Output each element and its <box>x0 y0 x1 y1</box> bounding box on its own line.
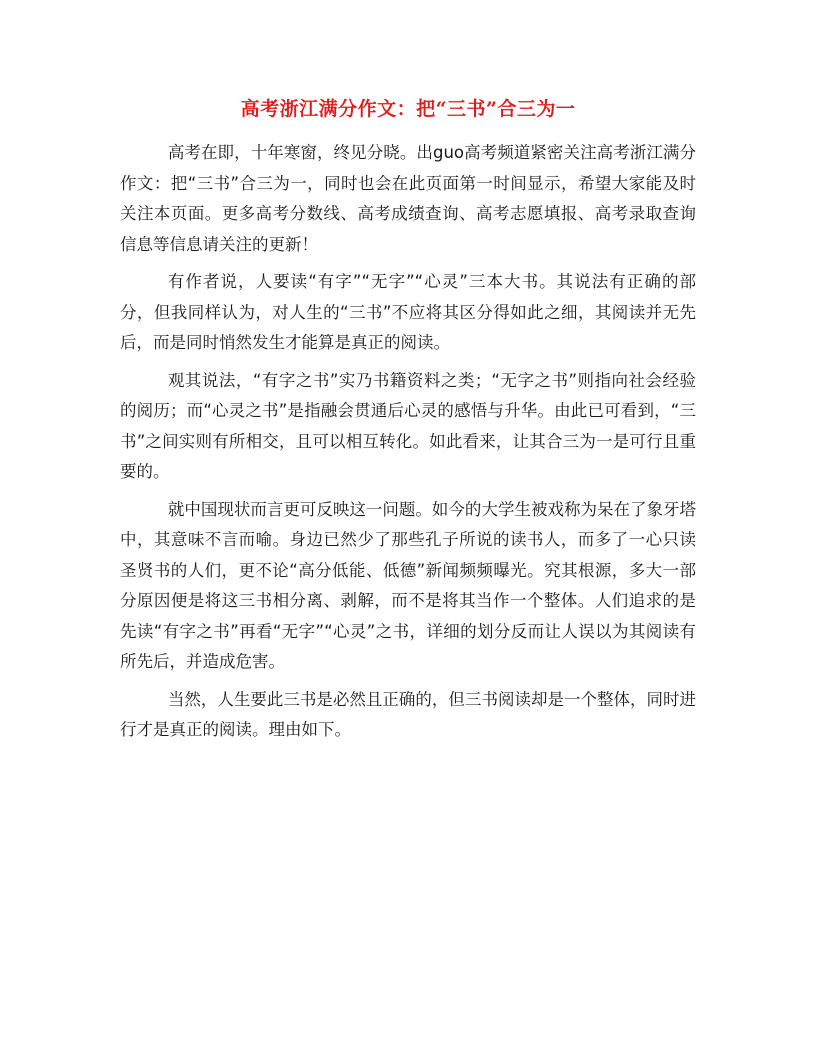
paragraph-4: 就中国现状而言更可反映这一问题。如今的大学生被戏称为呆在了象牙塔中，其意味不言而喻。身边已然少了那些孔子所说的读书人，而多了一心只读圣贤书的人们，更不论“高分低能、低德”新闻频频曝光。究其根源，多大一部分原因便是将这三书相分离、剥解，而不是将其当作一个整体。人们追求的是先读“有字之书”再看“无字”“心灵”之书，详细的划分反而让人误以为其阅读有所先后，并造成危害。 <box>120 499 696 671</box>
paragraph-5: 当然，人生要此三书是必然且正确的，但三书阅读却是一个整体，同时进行才是真正的阅读。理由如下。 <box>120 689 696 739</box>
paragraph-1: 高考在即，十年寒窗，终见分晓。出guo高考频道紧密关注高考浙江满分作文：把“三书”合三为一，同时也会在此页面第一时间显示，希望大家能及时关注本页面。更多高考分数线、高考成绩查询、高考志愿填报、高考录取查询信息等信息请关注的更新！ <box>120 143 696 254</box>
paragraph-2: 有作者说，人要读“有字”“无字”“心灵”三本大书。其说法有正确的部分，但我同样认为，对人生的“三书”不应将其区分得如此之细，其阅读并无先后，而是同时悄然发生才能算是真正的阅读。 <box>120 272 696 352</box>
paragraph-3: 观其说法，“有字之书”实乃书籍资料之类；“无字之书”则指向社会经验的阅历；而“心灵之书”是指融会贯通后心灵的感悟与升华。由此已可看到，“三书”之间实则有所相交，且可以相互转化。如此看来，让其合三为一是可行且重要的。 <box>120 370 696 481</box>
document-title: 高考浙江满分作文：把“三书”合三为一 <box>240 98 576 120</box>
document-body <box>120 138 696 753</box>
